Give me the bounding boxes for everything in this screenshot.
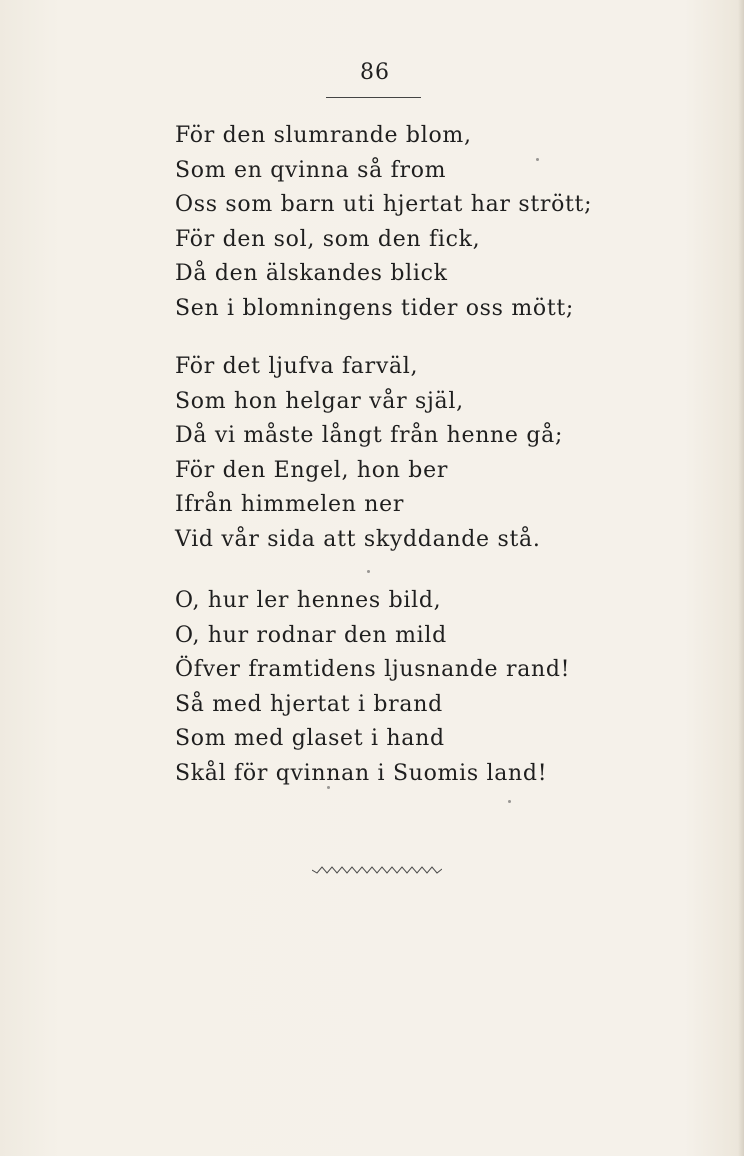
poem-line: Ifrån himmelen ner	[175, 492, 405, 517]
poem-line: Då vi måste långt från henne gå;	[175, 423, 564, 448]
poem-line: O, hur rodnar den mild	[175, 622, 447, 648]
paper-speck	[536, 158, 539, 161]
paper-speck	[367, 570, 370, 573]
header-rule	[326, 97, 421, 98]
poem-line: Som hon helgar vår själ,	[175, 388, 464, 414]
poem-line: För den sol, som den fick,	[175, 226, 481, 252]
poem-line: För den slumrande blom,	[175, 123, 472, 148]
stanza-2	[175, 350, 563, 557]
stanza-3	[175, 584, 570, 791]
poem-line: För den Engel, hon ber	[175, 457, 449, 483]
poem-line: Som en qvinna så from	[175, 157, 447, 183]
poem-line: Sen i blomningens tider oss mött;	[175, 295, 575, 321]
stanza-1	[175, 119, 592, 326]
poem-line: Öfver framtidens ljusnande rand!	[175, 657, 571, 682]
poem-line: För det ljufva farväl,	[175, 354, 419, 379]
poem-line: Då den älskandes blick	[175, 261, 448, 286]
page-number: 86	[360, 60, 390, 85]
page-edge-shadow	[738, 0, 744, 1156]
poem-line: O, hur ler hennes bild,	[175, 588, 442, 613]
poem-line: Oss som barn uti hjertat har strött;	[175, 192, 593, 217]
poem-line: Som med glaset i hand	[175, 726, 445, 751]
poem-line: Så med hjertat i brand	[175, 691, 443, 717]
poem-line: Vid vår sida att skyddande stå.	[175, 526, 541, 552]
paper-speck	[327, 786, 330, 789]
paper-speck	[508, 800, 511, 803]
poem-line: Skål för qvinnan i Suomis land!	[175, 760, 548, 786]
wavy-line-ornament-icon	[312, 864, 442, 876]
